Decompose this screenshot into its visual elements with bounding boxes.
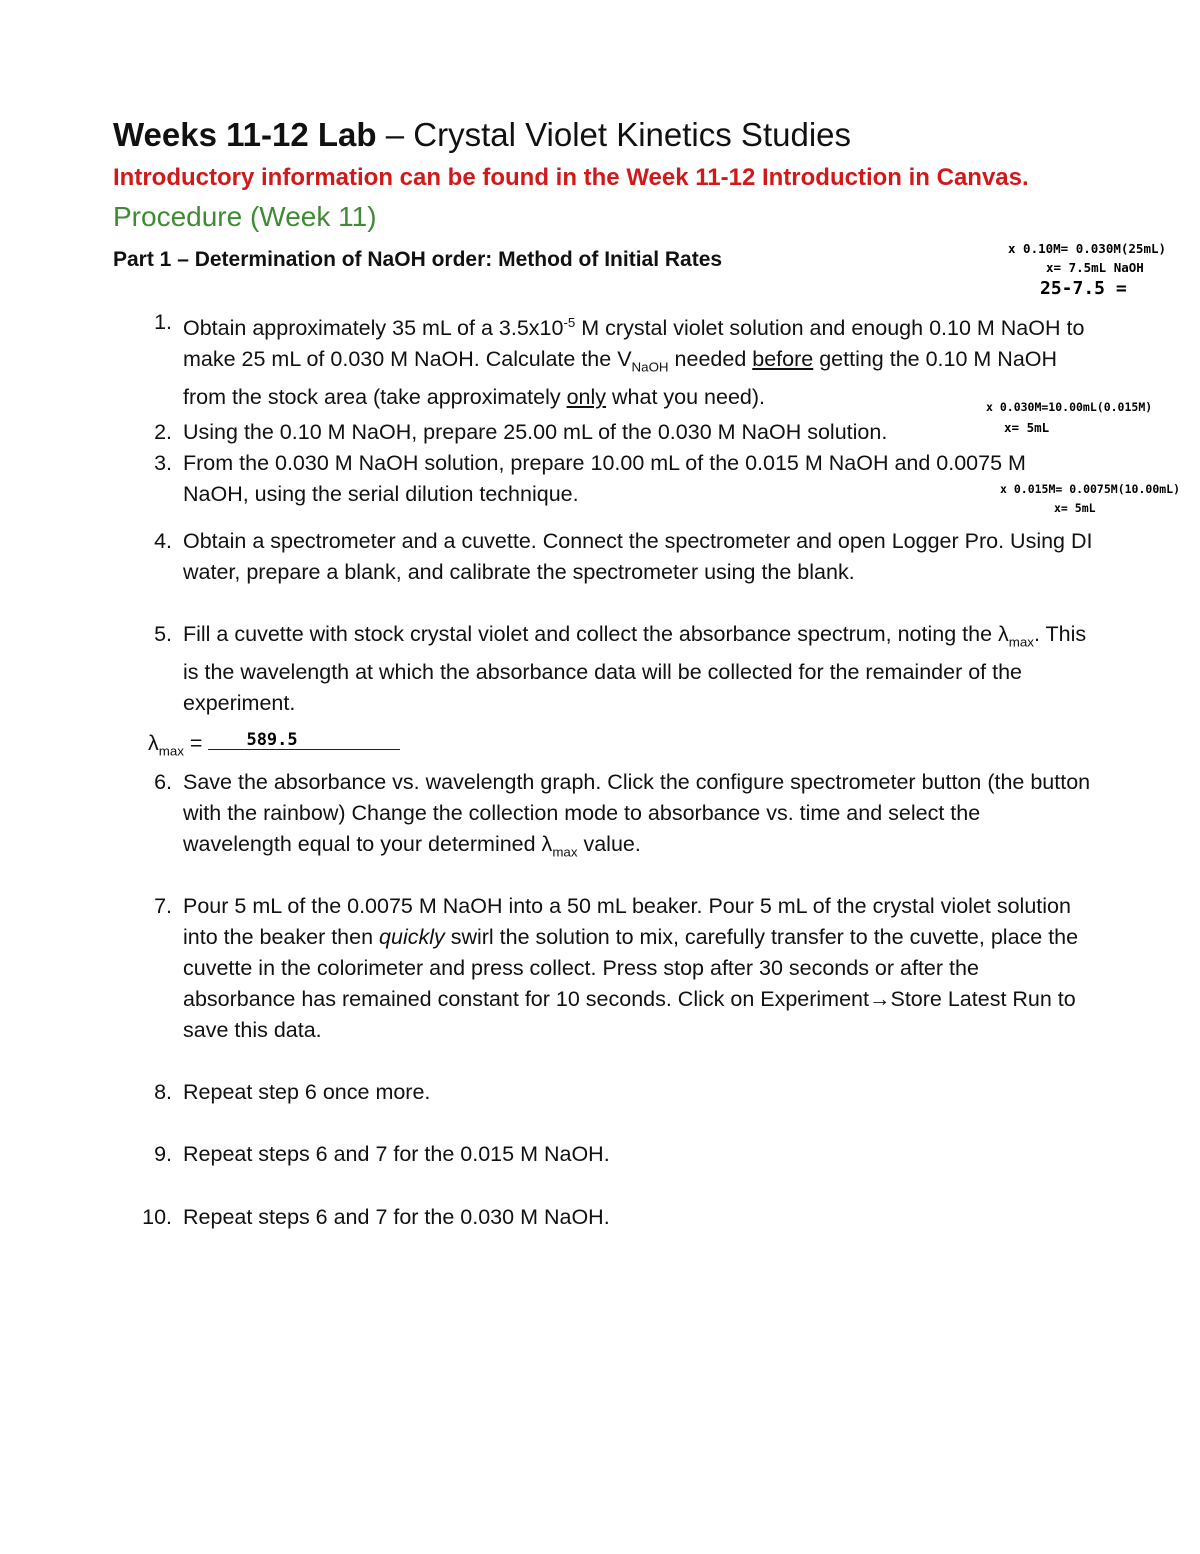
title-rest: – Crystal Violet Kinetics Studies bbox=[376, 116, 852, 153]
title-bold: Weeks 11-12 Lab bbox=[113, 116, 377, 153]
document-title bbox=[113, 113, 851, 157]
handwritten-note-1: x 0.10M= 0.030M(25mL) bbox=[1008, 241, 1167, 256]
step-number: 8. bbox=[154, 1080, 172, 1104]
step-number: 1. bbox=[154, 310, 172, 334]
handwritten-note-2: x= 7.5mL NaOH bbox=[1046, 260, 1144, 275]
lambda-max-blank bbox=[208, 727, 400, 750]
lambda-max-line: $\lambda_{max}$ = 589.5 bbox=[148, 727, 400, 766]
lambda-max-handwritten: 589.5 bbox=[246, 730, 298, 750]
procedure-heading: Procedure (Week 11) bbox=[113, 201, 377, 232]
step-number: 7. bbox=[154, 894, 172, 918]
step-number: 10. bbox=[142, 1205, 172, 1229]
step-number: 3. bbox=[154, 451, 172, 475]
step-number: 9. bbox=[154, 1142, 172, 1166]
step-number: 2. bbox=[154, 420, 172, 444]
handwritten-note-3: 25-7.5 = bbox=[1040, 278, 1127, 299]
handwritten-note-5: x= 5mL bbox=[1004, 420, 1050, 435]
step-number: 4. bbox=[154, 529, 172, 553]
step-number: 5. bbox=[154, 622, 172, 646]
handwritten-note-6: x 0.015M= 0.0075M(10.00mL) bbox=[1000, 482, 1181, 496]
handwritten-note-4: x 0.030M=10.00mL(0.015M) bbox=[986, 400, 1153, 414]
intro-note: Introductory information can be found in the Week 11-12 Introduction in Canvas. bbox=[113, 164, 1029, 191]
handwritten-note-7: x= 5mL bbox=[1054, 501, 1096, 515]
step-number: 6. bbox=[154, 770, 172, 794]
part1-heading: Part 1 – Determination of NaOH order: Method of Initial Rates bbox=[113, 248, 723, 271]
